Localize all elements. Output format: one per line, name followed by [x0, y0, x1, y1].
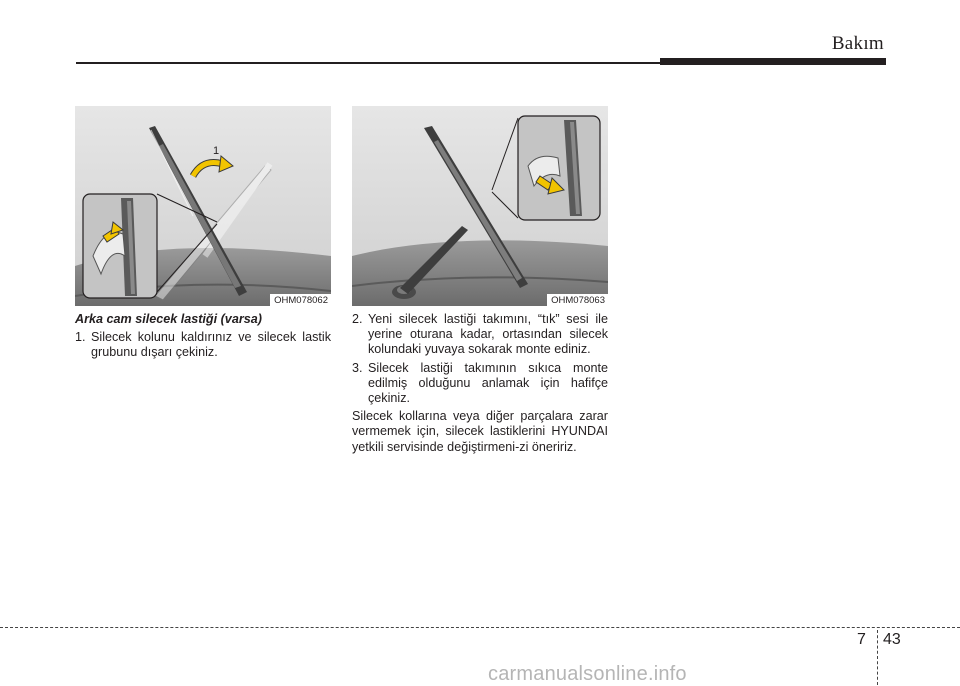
step-number: 2.	[352, 312, 363, 326]
figure-wiper-removal	[75, 106, 331, 306]
left-column	[75, 312, 331, 364]
footer-rule	[0, 627, 960, 628]
header-rule	[76, 62, 666, 64]
callout-label: 1	[213, 145, 220, 157]
section-title: Bakım	[831, 33, 884, 54]
header-rule-thick	[660, 58, 886, 65]
page-number: 43	[883, 631, 901, 648]
step-text: Yeni silecek lastiği takımını, “tık” sesi ile yerine oturana kadar, ortasından silecek kolundaki yuvaya sokarak monte ediniz.	[368, 312, 608, 357]
section-subheading: Arka cam silecek lastiği (varsa)	[75, 312, 262, 326]
step-number: 3.	[352, 360, 363, 375]
service-note: Silecek kollarına veya diğer parçalara zarar vermemek için, silecek lastiklerini HYUNDAI yetkili servisinde değiştirmeni-zi öneririz.	[352, 409, 608, 454]
right-column	[352, 312, 608, 455]
detail-inset	[518, 116, 600, 220]
figure-wiper-install	[352, 106, 608, 306]
step-item	[75, 330, 331, 360]
step-item	[352, 312, 608, 358]
wiper-removal-illustration	[75, 106, 331, 306]
detail-inset	[83, 194, 157, 298]
step-number: 1.	[75, 330, 86, 345]
step-item	[352, 361, 608, 407]
figure-code: OHM078063	[547, 294, 608, 306]
figure-code: OHM078062	[270, 294, 331, 306]
watermark: carmanualsonline.info	[488, 663, 687, 685]
step-text: Silecek kolunu kaldırınız ve silecek lastik grubunu dışarı çekiniz.	[91, 330, 331, 360]
step-text: Silecek lastiği takımının sıkıca monte edilmiş olduğunu anlamak için hafifçe çekiniz.	[368, 360, 608, 406]
chapter-number: 7	[857, 631, 866, 648]
wiper-install-illustration	[352, 106, 608, 306]
page-separator	[877, 630, 878, 685]
